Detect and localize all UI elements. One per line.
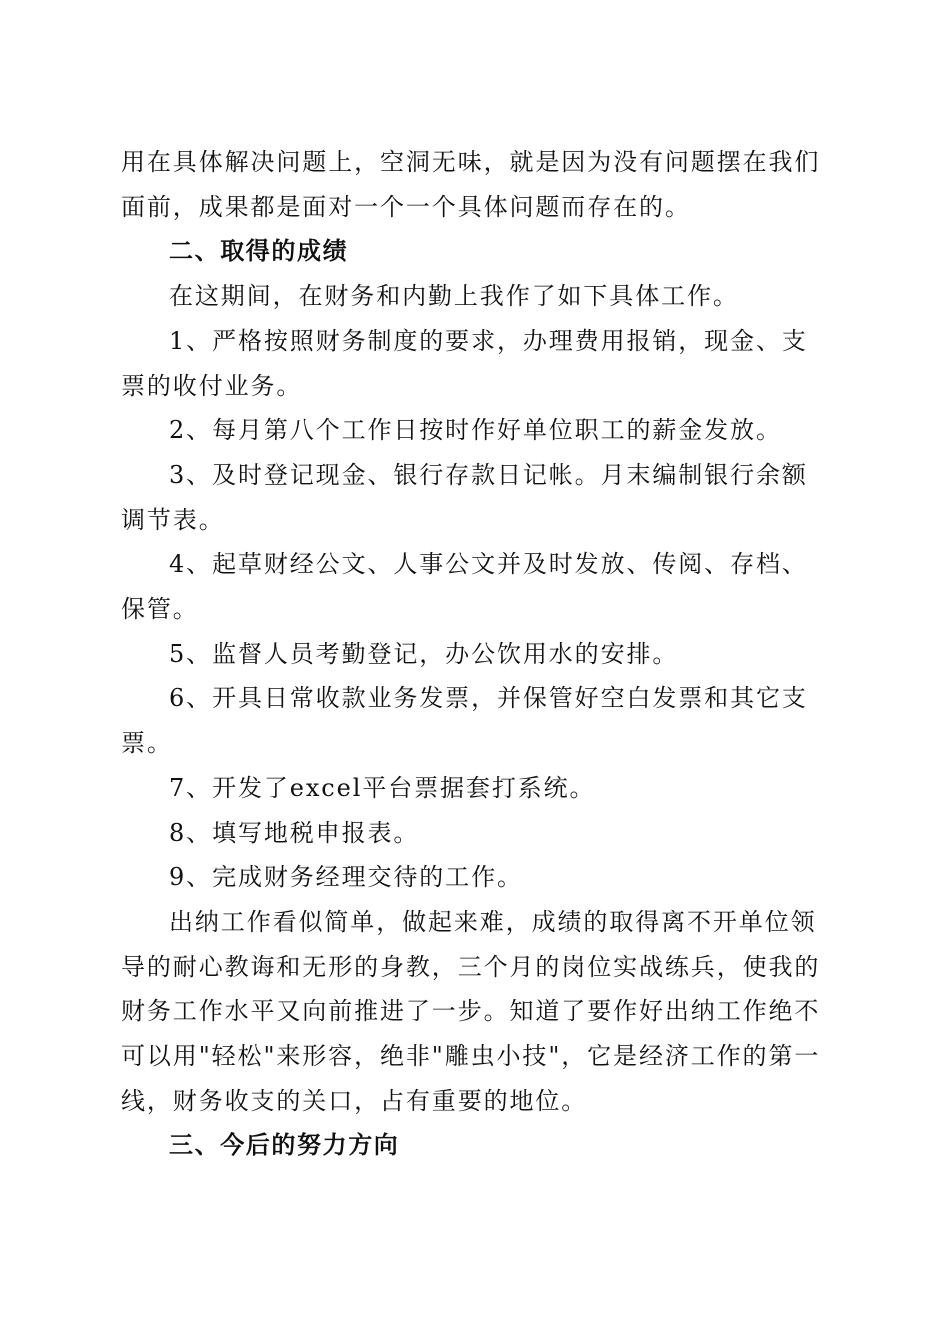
list-item-3: 3、及时登记现金、银行存款日记帐。月末编制银行余额调节表。	[121, 460, 808, 534]
list-item-1: 1、严格按照财务制度的要求，办理费用报销，现金、支票的收付业务。	[121, 326, 808, 400]
section-heading-future-direction: 三、今后的努力方向	[169, 1131, 400, 1160]
list-item-2: 2、每月第八个工作日按时作好单位职工的薪金发放。	[169, 416, 782, 445]
document-body	[121, 140, 831, 1168]
list-item-8: 8、填写地税申报表。	[169, 818, 420, 847]
list-item-6: 6、开具日常收款业务发票，并保管好空白发票和其它支票。	[121, 684, 808, 758]
section-heading-achievements: 二、取得的成绩	[169, 237, 349, 266]
paragraph-intro-continued: 用在具体解决问题上，空洞无味，就是因为没有问题摆在我们面前，成果都是面对一个一个具体问题而存在的。	[121, 148, 821, 221]
paragraph-work-intro: 在这期间，在财务和内勤上我作了如下具体工作。	[169, 282, 739, 311]
list-item-9: 9、完成财务经理交待的工作。	[169, 863, 523, 892]
list-item-5: 5、监督人员考勤登记，办公饮用水的安排。	[169, 639, 679, 668]
list-item-7: 7、开发了excel平台票据套打系统。	[169, 773, 596, 802]
paragraph-reflection: 出纳工作看似简单，做起来难，成绩的取得离不开单位领导的耐心教诲和无形的身教，三个月的岗位实战练兵，使我的财务工作水平又向前推进了一步。知道了要作好出纳工作绝不可以用"轻松"来形容，绝非"雕虫小技"，它是经济工作的第一线，财务收支的关口，占有重要的地位。	[121, 907, 821, 1115]
list-item-4: 4、起草财经公文、人事公文并及时发放、传阅、存档、保管。	[121, 550, 808, 624]
